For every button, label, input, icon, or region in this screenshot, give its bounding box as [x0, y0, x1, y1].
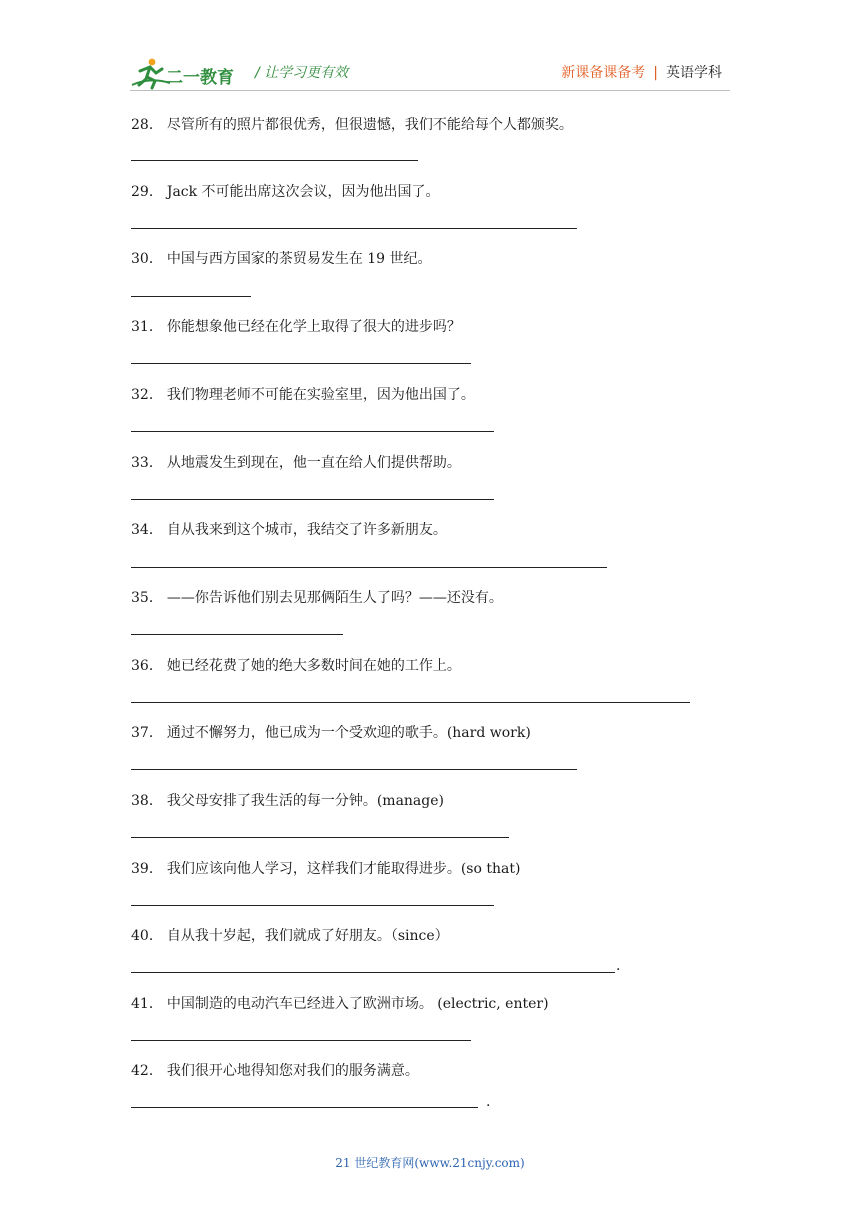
answer-line-37[interactable] — [131, 769, 577, 770]
answer-line-42[interactable] — [131, 1107, 478, 1108]
page-footer: 21 世纪教育网(www.21cnjy.com) — [335, 1156, 525, 1170]
question-28 — [131, 114, 573, 134]
question-number: 31． — [131, 319, 163, 335]
trailing-period-40: . — [616, 958, 621, 974]
header-separator: | — [653, 65, 658, 81]
question-text: 自从我来到这个城市，我结交了许多新朋友。 — [166, 522, 447, 538]
question-number: 29． — [131, 184, 163, 200]
question-42 — [131, 1060, 419, 1080]
question-number: 41． — [131, 996, 163, 1012]
question-40 — [131, 925, 449, 945]
question-39 — [131, 858, 520, 878]
question-31 — [131, 316, 461, 336]
answer-line-35[interactable] — [131, 634, 343, 635]
question-text: 通过不懈努力，他已成为一个受欢迎的歌手。(hard work) — [166, 725, 531, 741]
question-text: Jack 不可能出席这次会议，因为他出国了。 — [166, 184, 440, 200]
logo-text: 二一教育 — [166, 68, 234, 88]
question-text: 尽管所有的照片都很优秀，但很遗憾，我们不能给每个人都颁奖。 — [166, 117, 573, 133]
question-text: 自从我十岁起，我们就成了好朋友。（since） — [166, 928, 449, 944]
page-header — [0, 0, 860, 100]
question-number: 33． — [131, 455, 163, 471]
question-number: 39． — [131, 861, 163, 877]
question-number: 36． — [131, 658, 163, 674]
question-41 — [131, 993, 549, 1013]
question-number: 37． — [131, 725, 163, 741]
logo — [130, 55, 245, 91]
slogan: / 让学习更有效 — [255, 65, 349, 81]
answer-line-41[interactable] — [131, 1040, 471, 1041]
question-text: 我们物理老师不可能在实验室里，因为他出国了。 — [166, 387, 475, 403]
question-number: 28． — [131, 117, 163, 133]
question-30 — [131, 248, 432, 268]
question-35 — [131, 587, 503, 607]
trailing-period-42: . — [486, 1094, 491, 1110]
runner-icon — [132, 59, 170, 88]
question-text: 她已经花费了她的绝大多数时间在她的工作上。 — [166, 658, 461, 674]
answer-line-28[interactable] — [131, 160, 418, 161]
question-number: 42． — [131, 1063, 163, 1079]
answer-line-39[interactable] — [131, 905, 494, 906]
question-text: 你能想象他已经在化学上取得了很大的进步吗？ — [166, 319, 461, 335]
answer-line-32[interactable] — [131, 431, 494, 432]
question-36 — [131, 655, 461, 675]
answer-line-38[interactable] — [131, 837, 509, 838]
question-text: 从地震发生到现在，他一直在给人们提供帮助。 — [166, 455, 461, 471]
question-text: 中国制造的电动汽车已经进入了欧洲市场。 (electric, enter) — [166, 996, 549, 1012]
question-text: ——你告诉他们别去见那俩陌生人了吗？——还没有。 — [166, 590, 503, 606]
answer-line-33[interactable] — [131, 499, 494, 500]
question-text: 我们应该向他人学习，这样我们才能取得进步。(so that) — [166, 861, 521, 877]
header-divider — [130, 90, 730, 91]
question-number: 35． — [131, 590, 163, 606]
answer-line-30[interactable] — [131, 296, 251, 297]
answer-line-29[interactable] — [131, 228, 577, 229]
subject-label: 英语学科 — [666, 65, 722, 81]
answer-line-31[interactable] — [131, 363, 471, 364]
question-number: 40． — [131, 928, 163, 944]
question-29 — [131, 181, 440, 201]
question-text: 中国与西方国家的茶贸易发生在 19 世纪。 — [166, 251, 432, 267]
question-38 — [131, 790, 444, 810]
question-32 — [131, 384, 475, 404]
course-label: 新课备课备考 — [561, 65, 646, 81]
answer-line-40[interactable] — [131, 972, 615, 973]
question-34 — [131, 519, 447, 539]
question-33 — [131, 452, 461, 472]
question-number: 30． — [131, 251, 163, 267]
answer-line-36[interactable] — [131, 702, 690, 703]
header-right — [561, 62, 722, 82]
question-number: 32． — [131, 387, 163, 403]
question-text: 我父母安排了我生活的每一分钟。(manage) — [166, 793, 444, 809]
answer-line-34[interactable] — [131, 567, 607, 568]
question-37 — [131, 722, 531, 742]
question-number: 38． — [131, 793, 163, 809]
question-number: 34． — [131, 522, 163, 538]
question-text: 我们很开心地得知您对我们的服务满意。 — [166, 1063, 419, 1079]
